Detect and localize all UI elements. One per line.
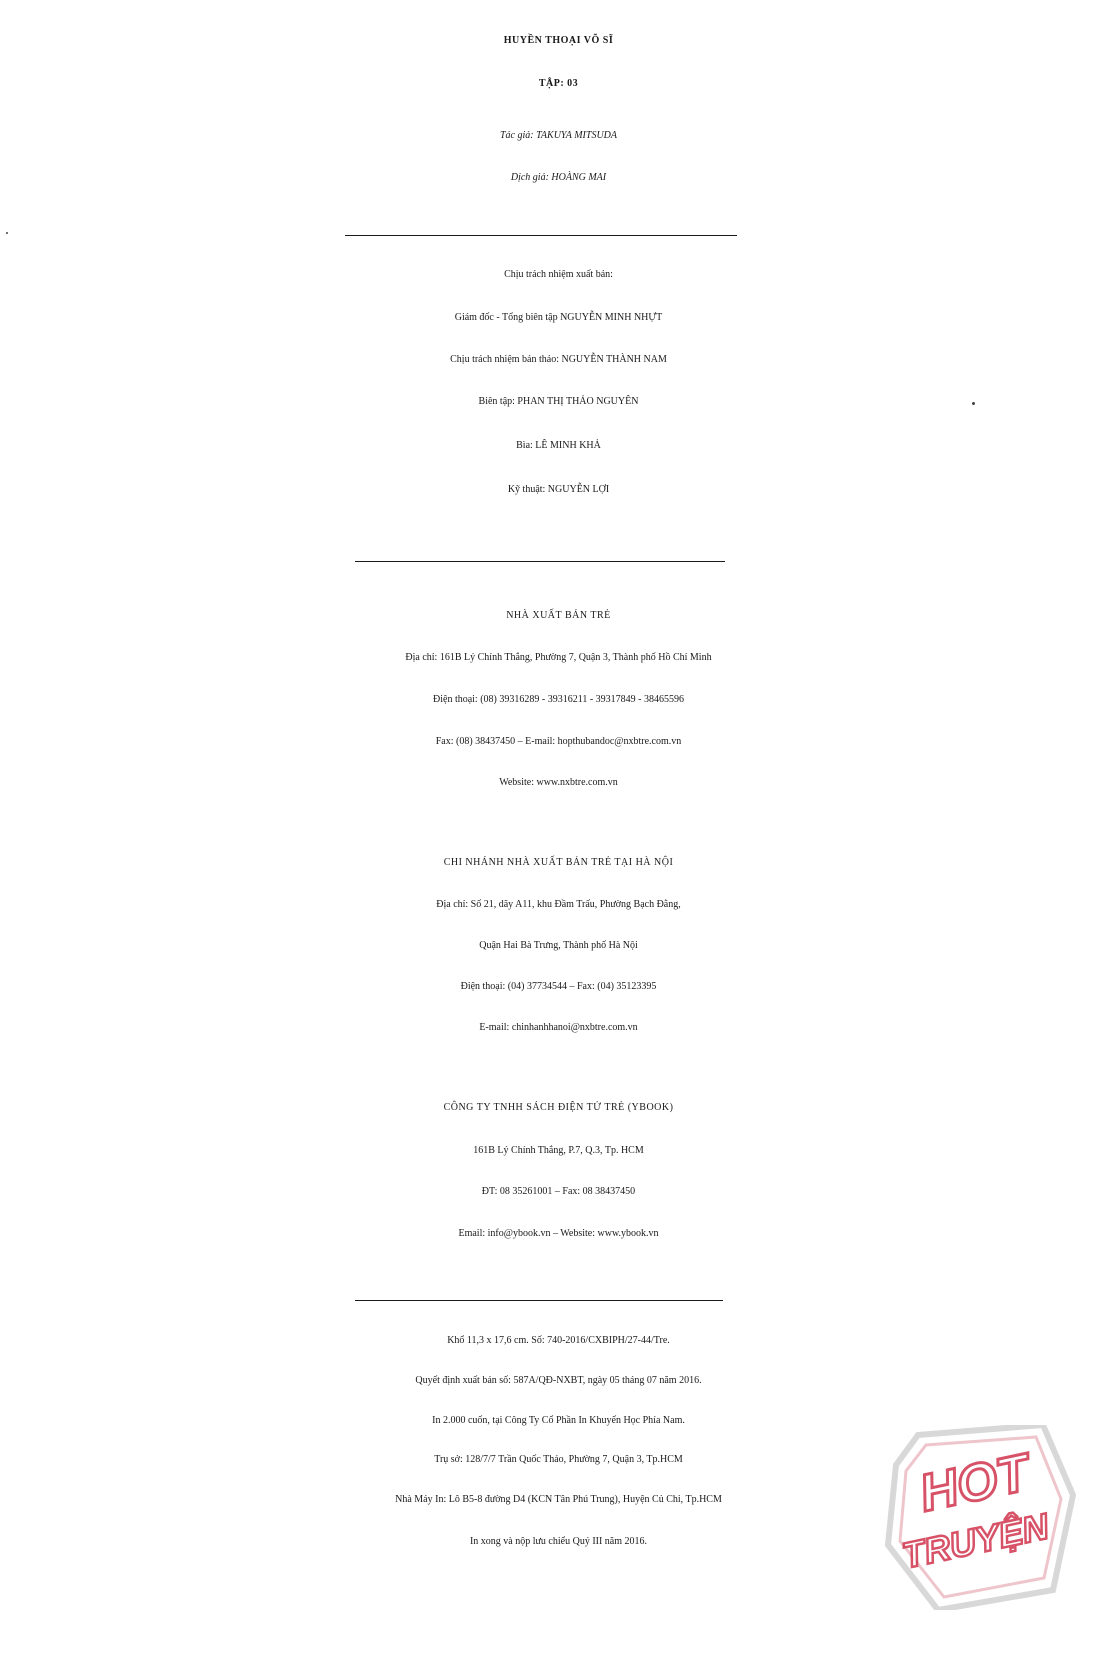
print-run: In 2.000 cuốn, tại Công Ty Cổ Phần In Khuyến Học Phía Nam. (432, 1415, 685, 1426)
book-volume: TẬP: 03 (538, 78, 579, 89)
manuscript-line: Chịu trách nhiệm bản thảo: NGUYỄN THÀNH NAM (450, 354, 667, 365)
divider-1 (345, 235, 737, 236)
divider-3 (355, 1300, 723, 1301)
branch-address-line2: Quận Hai Bà Trưng, Thành phố Hà Nội (479, 940, 638, 951)
publisher-fax-email: Fax: (08) 38437450 – E-mail: hopthubandoc@nxbtre.com.vn (435, 736, 682, 747)
branch-email: E-mail: chinhanhhanoi@nxbtre.com.vn (479, 1022, 638, 1033)
divider-2 (355, 561, 725, 562)
ybook-email-web: Email: info@ybook.vn – Website: www.ybook.vn (458, 1228, 659, 1239)
cover-line: Bìa: LÊ MINH KHẢ (516, 440, 601, 451)
responsibility-heading: Chịu trách nhiệm xuất bản: (504, 269, 613, 280)
print-decision: Quyết định xuất bản số: 587A/QĐ-NXBT, ngày 05 tháng 07 năm 2016. (415, 1375, 702, 1386)
branch-name: CHI NHÁNH NHÀ XUẤT BẢN TRẺ TẠI HÀ NỘI (443, 857, 674, 868)
publisher-website: Website: www.nxbtre.com.vn (499, 777, 618, 788)
print-size: Khổ 11,3 x 17,6 cm. Số: 740-2016/CXBIPH/27-44/Tre. (447, 1335, 670, 1346)
editor-line: Biên tập: PHAN THỊ THẢO NGUYÊN (478, 396, 639, 407)
publisher-address: Địa chỉ: 161B Lý Chính Thắng, Phường 7, Quận 3, Thành phố Hồ Chí Minh (405, 652, 712, 663)
publisher-name: NHÀ XUẤT BẢN TRẺ (506, 610, 611, 621)
watermark-line2: TRUYỆN (898, 1505, 1053, 1577)
watermark-line1: HOT (914, 1443, 1035, 1524)
hot-truyen-watermark-logo (878, 1425, 1078, 1610)
ybook-name: CÔNG TY TNHH SÁCH ĐIỆN TỬ TRẺ (YBOOK) (443, 1102, 674, 1113)
branch-phone-fax: Điện thoại: (04) 37734544 – Fax: (04) 35123395 (460, 981, 657, 992)
director-line: Giám đốc - Tổng biên tập NGUYỄN MINH NHỰT (454, 312, 663, 323)
book-title: HUYỀN THOẠI VÕ SĨ (503, 35, 614, 46)
translator-credit: Dịch giả: HOÀNG MAI (510, 172, 607, 183)
scan-speck (972, 402, 975, 405)
print-factory: Nhà Máy In: Lô B5-8 đường D4 (KCN Tân Phú Trung), Huyện Củ Chi, Tp.HCM (395, 1494, 722, 1505)
author-credit: Tác giả: TAKUYA MITSUDA (500, 130, 617, 141)
branch-address-line1: Địa chỉ: Số 21, dãy A11, khu Đầm Trấu, Phường Bạch Đằng, (436, 899, 681, 910)
print-head-office: Trụ sở: 128/7/7 Trần Quốc Thảo, Phường 7, Quận 3, Tp.HCM (434, 1454, 683, 1465)
scan-speck (6, 232, 8, 234)
publisher-phone: Điện thoại: (08) 39316289 - 39316211 - 39317849 - 38465596 (433, 694, 684, 705)
print-completion: In xong và nộp lưu chiểu Quý III năm 2016. (469, 1536, 648, 1547)
ybook-phone-fax: ĐT: 08 35261001 – Fax: 08 38437450 (481, 1186, 636, 1197)
ybook-address: 161B Lý Chính Thắng, P.7, Q.3, Tp. HCM (473, 1145, 644, 1156)
technical-line: Kỹ thuật: NGUYỄN LỢI (507, 484, 610, 495)
